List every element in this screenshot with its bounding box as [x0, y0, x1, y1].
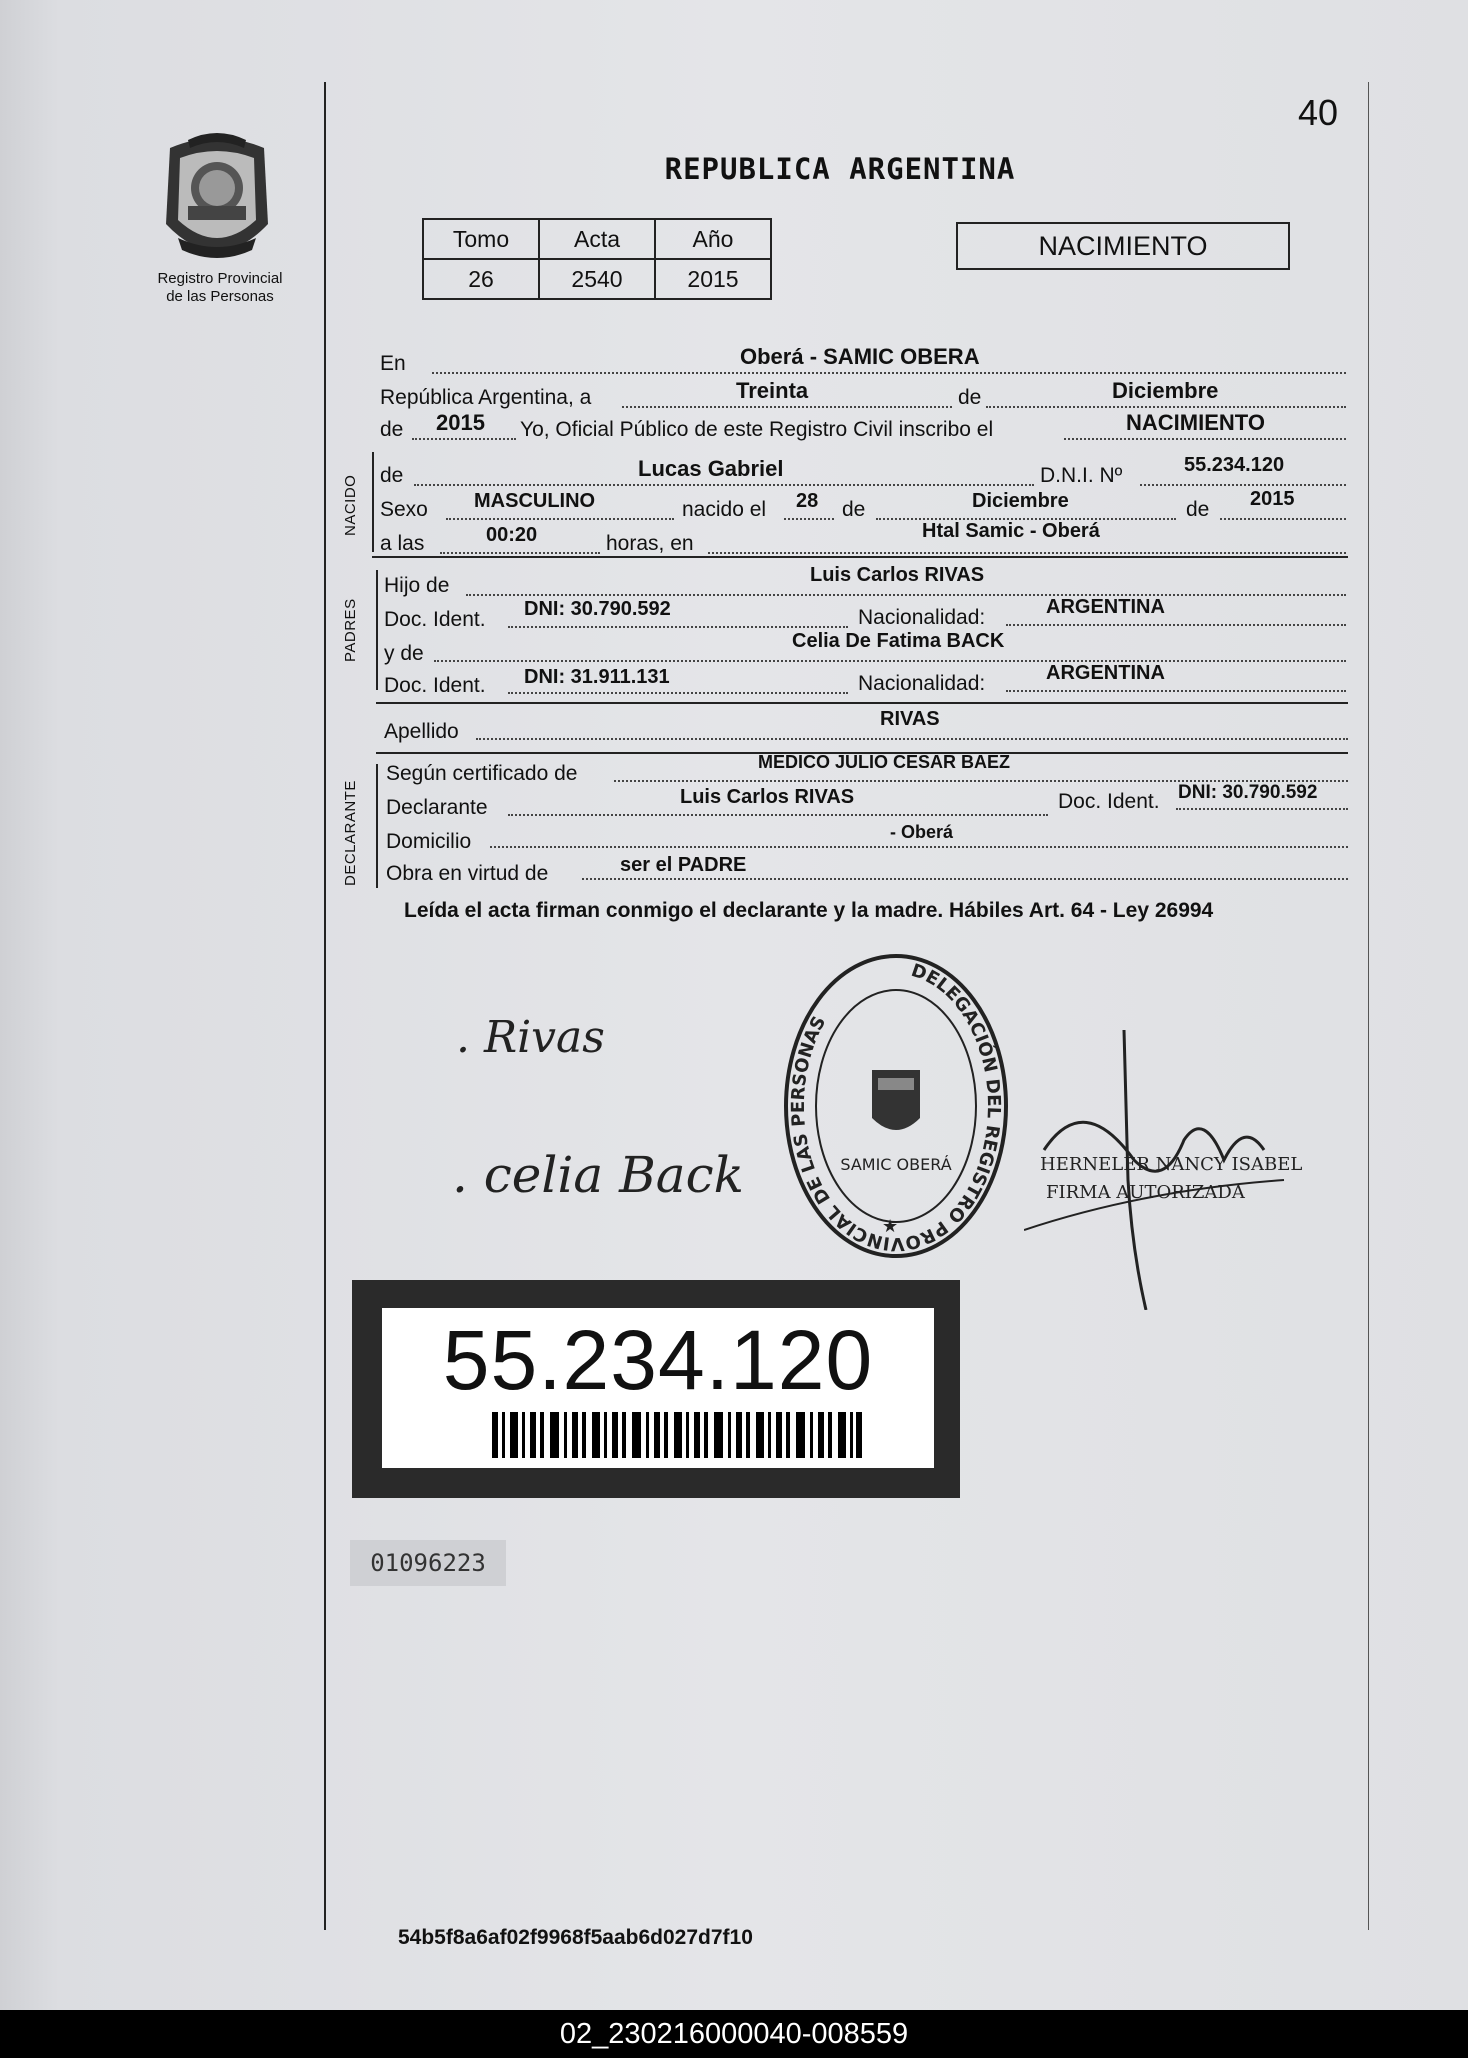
decl-doc-value: DNI: 30.790.592 — [1178, 782, 1318, 803]
provincia-de-misiones-seal-icon — [158, 128, 276, 268]
section-bracket — [372, 452, 374, 552]
mother-nat: ARGENTINA — [1046, 662, 1165, 684]
domicilio-label: Domicilio — [386, 830, 472, 853]
dotted-line — [440, 552, 600, 554]
seal-caption — [140, 270, 300, 306]
dotted-line — [446, 518, 674, 520]
ref-header-acta: Acta — [539, 219, 655, 259]
de1-label: de — [842, 498, 866, 521]
ref-header-ano: Año — [655, 219, 771, 259]
dotted-line — [508, 692, 848, 694]
document-title: REPUBLICA ARGENTINA — [664, 152, 1016, 186]
birth-place: Htal Samic - Oberá — [922, 520, 1100, 542]
document-hash: 54b5f8a6af02f9968f5aab6d027d7f10 — [398, 1926, 753, 1949]
dotted-line — [490, 846, 1348, 848]
seal-caption-line1: Registro Provincial — [157, 270, 283, 287]
authorized-signature-icon — [1024, 1030, 1304, 1310]
doc2-label: Doc. Ident. — [384, 674, 486, 697]
ref-value-acta: 2540 — [539, 259, 655, 299]
mother-doc: DNI: 31.911.131 — [524, 666, 670, 688]
horas-label: horas, en — [606, 532, 694, 555]
firma-role: FIRMA AUTORIZADA — [1046, 1182, 1245, 1203]
dotted-line — [1140, 484, 1346, 486]
birth-month: Diciembre — [972, 490, 1069, 512]
barcode-label — [352, 1280, 960, 1498]
dotted-line — [508, 626, 848, 628]
dotted-line — [1006, 624, 1346, 626]
nacido-el-label: nacido el — [682, 498, 767, 521]
svg-text:★: ★ — [882, 1216, 899, 1237]
ref-header-tomo: Tomo — [423, 219, 539, 259]
signature-rivas: . Rivas — [456, 1012, 605, 1063]
dotted-line — [708, 552, 1346, 554]
record-type-box: NACIMIENTO — [956, 222, 1290, 270]
child-dni: 55.234.120 — [1184, 454, 1285, 476]
cert-value: MEDICO JULIO CESAR BAEZ — [758, 752, 1011, 772]
barcode-inner — [382, 1308, 934, 1468]
dotted-line — [1176, 808, 1348, 810]
en-label: En — [380, 352, 406, 375]
nacido-section-label: NACIDO — [342, 474, 359, 536]
dotted-line — [1006, 690, 1346, 692]
ref-value-tomo: 26 — [423, 259, 539, 299]
de-label: de — [958, 386, 982, 409]
dotted-line — [1220, 518, 1346, 520]
dotted-line — [622, 406, 952, 408]
declarante-value: Luis Carlos RIVAS — [680, 786, 855, 808]
dotted-line — [412, 438, 516, 440]
dni-label: D.N.I. Nº — [1040, 464, 1123, 487]
section-bracket — [376, 570, 378, 690]
stamp-ring-text: DELEGACIÓN DEL REGISTRO PROVINCIAL DE LAS PERSONAS — [787, 960, 1005, 1255]
republica-label: República Argentina, a — [380, 386, 592, 409]
obra-label: Obra en virtud de — [386, 862, 549, 885]
mother-name: Celia De Fatima BACK — [792, 630, 1005, 652]
section-bracket — [376, 764, 378, 888]
dotted-line — [432, 372, 1346, 374]
dotted-line — [986, 406, 1346, 408]
month-value: Diciembre — [1112, 378, 1219, 403]
obra-value: ser el PADRE — [620, 854, 747, 876]
nac2-label: Nacionalidad: — [858, 672, 986, 695]
dotted-line — [476, 738, 1348, 740]
right-margin-line — [1368, 82, 1369, 1930]
apellido-label: Apellido — [384, 720, 459, 743]
section-separator — [376, 702, 1348, 704]
declarante-section-label: DECLARANTE — [342, 780, 359, 886]
father-name: Luis Carlos RIVAS — [810, 564, 985, 586]
child-name: Lucas Gabriel — [638, 456, 784, 481]
sexo-label: Sexo — [380, 498, 428, 521]
day-value: Treinta — [736, 378, 809, 403]
de2-label: de — [1186, 498, 1210, 521]
declarante-label: Declarante — [386, 796, 488, 819]
inscribo-value: NACIMIENTO — [1126, 410, 1265, 435]
doc1-label: Doc. Ident. — [384, 608, 486, 631]
page-number: 40 — [1298, 92, 1339, 133]
father-nat: ARGENTINA — [1046, 596, 1165, 618]
barcode-number: 55.234.120 — [442, 1313, 874, 1407]
birth-time: 00:20 — [486, 524, 538, 546]
alas-label: a las — [380, 532, 425, 555]
hijo-de-label: Hijo de — [384, 574, 450, 597]
father-doc: DNI: 30.790.592 — [524, 598, 671, 620]
en-value: Oberá - SAMIC OBERA — [740, 344, 980, 369]
dotted-line — [1064, 438, 1346, 440]
birth-year: 2015 — [1250, 488, 1295, 510]
left-margin-line — [324, 82, 326, 1930]
dotted-line — [784, 518, 834, 520]
reference-table — [422, 218, 772, 300]
domicilio-value: - Oberá — [890, 822, 954, 842]
dotted-line — [414, 484, 1034, 486]
sexo-value: MASCULINO — [474, 490, 596, 512]
padres-section-label: PADRES — [342, 598, 359, 662]
dotted-line — [466, 594, 1346, 596]
seal-caption-line2: de las Personas — [166, 288, 274, 305]
year-prefix: de — [380, 418, 404, 441]
registry-stamp-icon — [780, 950, 1012, 1262]
ref-value-ano: 2015 — [655, 259, 771, 299]
barcode-bars-icon — [492, 1412, 862, 1458]
decl-doc-label: Doc. Ident. — [1058, 790, 1160, 813]
inscribo-text: Yo, Oficial Público de este Registro Civil inscribo el — [520, 418, 994, 441]
year-value: 2015 — [436, 410, 485, 435]
nac1-label: Nacionalidad: — [858, 606, 986, 629]
birth-day: 28 — [796, 490, 819, 512]
firma-name: HERNELER NANCY ISABEL — [1040, 1154, 1303, 1175]
reading-note: Leída el acta firman conmigo el declarante y la madre. Hábiles Art. 64 - Ley 26994 — [404, 899, 1214, 922]
footer-id: 02_230216000040-008559 — [0, 2010, 1468, 2058]
dotted-line — [582, 878, 1348, 880]
section-separator — [372, 556, 1348, 558]
nacido-de-label: de — [380, 464, 404, 487]
yde-label: y de — [384, 642, 424, 665]
serial-number: 01096223 — [350, 1540, 506, 1586]
stamp-inner-text: SAMIC OBERÁ — [840, 1155, 952, 1174]
cert-label: Según certificado de — [386, 762, 578, 785]
apellido-value: RIVAS — [880, 708, 940, 730]
dotted-line — [434, 660, 1346, 662]
dotted-line — [508, 814, 1048, 816]
signature-celia-back: . celia Back — [452, 1146, 744, 1204]
